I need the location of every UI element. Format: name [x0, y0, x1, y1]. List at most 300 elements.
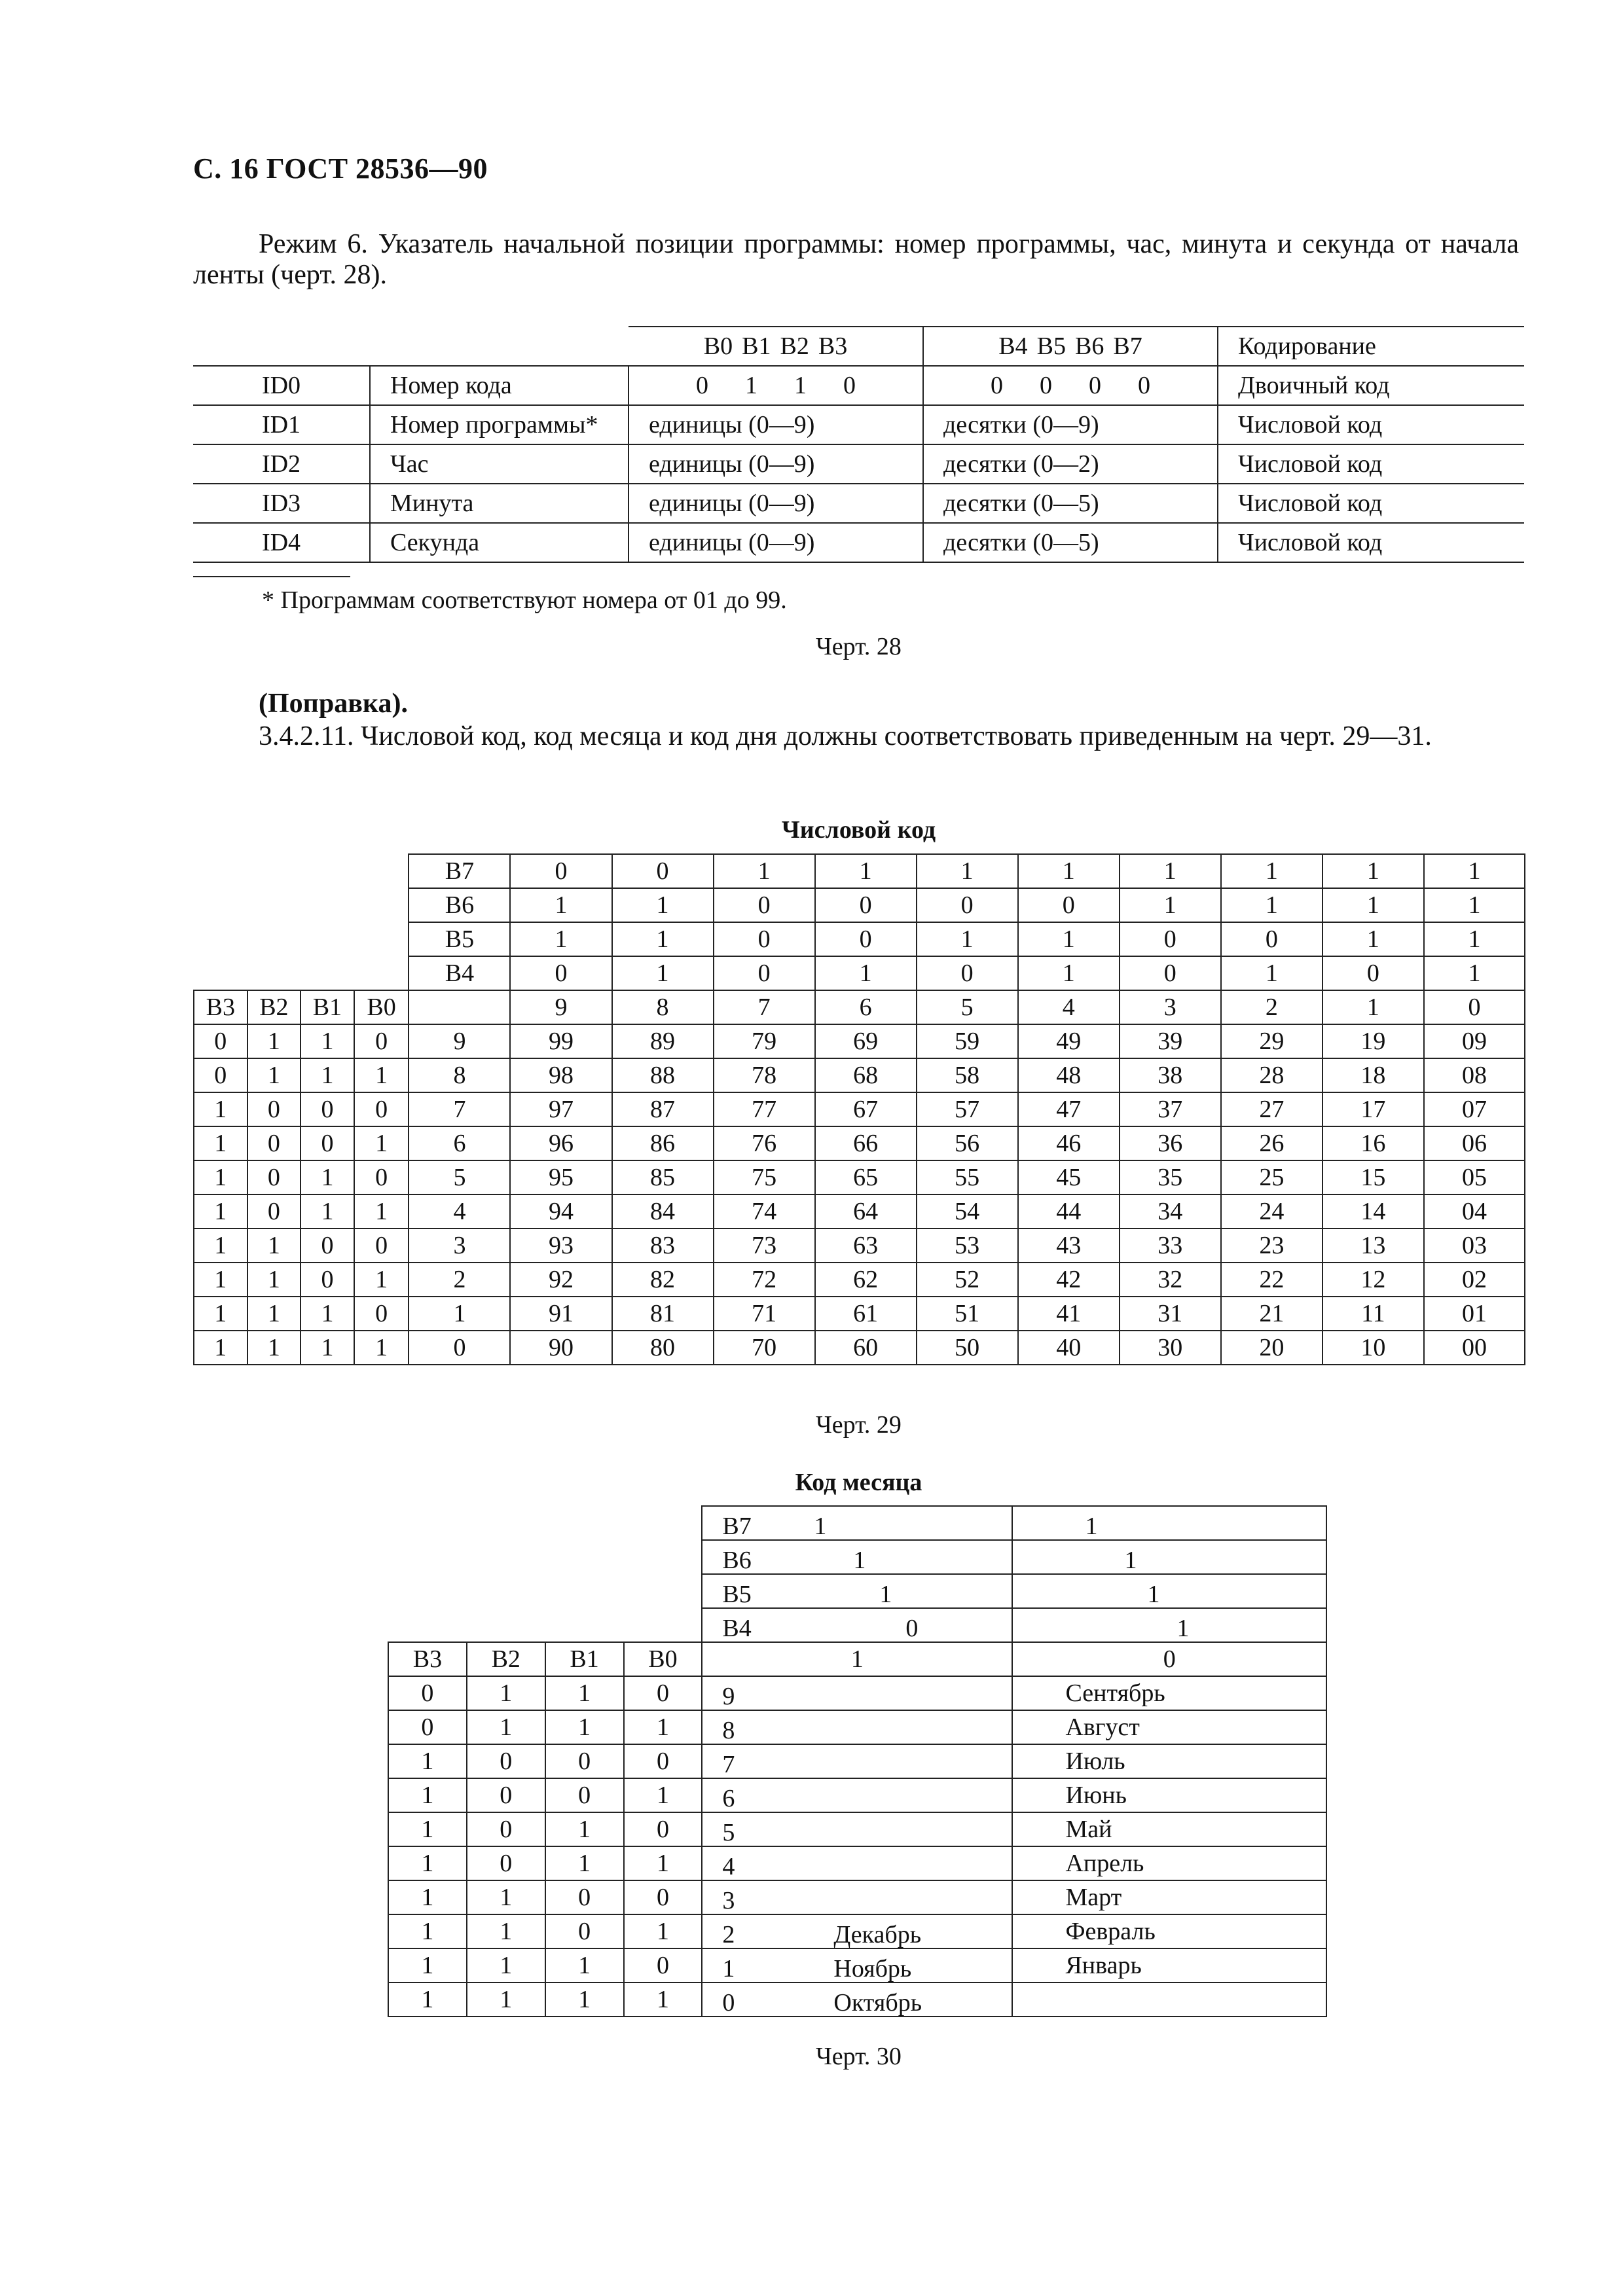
code-cell: 68 [815, 1058, 917, 1092]
bit-value: 1 [879, 1581, 892, 1608]
row-bit: 1 [194, 1126, 247, 1160]
mode6-paragraph [193, 229, 1519, 291]
table-row [194, 1058, 1525, 1092]
code-cell: 52 [917, 1263, 1018, 1297]
bit-value: 1 [917, 854, 1018, 888]
code-cell: 27 [1221, 1092, 1322, 1126]
month-code-title: Код месяца [795, 1469, 922, 1496]
code-cell: 70 [714, 1331, 815, 1365]
row-bit: 0 [354, 1160, 409, 1194]
code-cell: 46 [1018, 1126, 1120, 1160]
bit-value-cell [1012, 1608, 1326, 1642]
digit-header: 3 [1120, 990, 1221, 1024]
row-bit: 1 [467, 1982, 545, 2017]
code-cell: 45 [1018, 1160, 1120, 1194]
code-cell: 74 [714, 1194, 815, 1229]
code-cell: 10 [1322, 1331, 1424, 1365]
code-cell: 29 [1221, 1024, 1322, 1058]
row-digit: 9 [722, 1683, 735, 1710]
code-cell: 56 [917, 1126, 1018, 1160]
month-cell-1 [702, 1812, 1012, 1846]
month-name: Ноябрь [833, 1955, 912, 1982]
row-bit: 0 [388, 1710, 467, 1744]
code-cell: 21 [1221, 1297, 1322, 1331]
row-bit: 0 [301, 1229, 354, 1263]
row-bit: 0 [247, 1092, 301, 1126]
digit-header: 1 [702, 1642, 1012, 1676]
digit-header: 1 [1322, 990, 1424, 1024]
row-bit: 0 [545, 1880, 624, 1914]
code-cell: 31 [1120, 1297, 1221, 1331]
row-bit: 0 [624, 1948, 702, 1982]
code-cell: 98 [510, 1058, 611, 1092]
row-digit: 4 [722, 1853, 735, 1880]
row-bit: 1 [247, 1229, 301, 1263]
row-bit: 1 [301, 1024, 354, 1058]
row-bit: 1 [354, 1058, 409, 1092]
code-cell: 34 [1120, 1194, 1221, 1229]
bit-value: 0 [1322, 956, 1424, 990]
row-bit: 1 [301, 1194, 354, 1229]
bit-column-label: B0 [624, 1642, 702, 1676]
code-cell: 72 [714, 1263, 815, 1297]
table-row [388, 1846, 1326, 1880]
code-cell: 61 [815, 1297, 917, 1331]
row-bit: 1 [194, 1160, 247, 1194]
caption-29: Черт. 29 [816, 1411, 902, 1439]
row-digit: 5 [409, 1160, 510, 1194]
bit-value: 1 [815, 854, 917, 888]
table-row [388, 1744, 1326, 1778]
table-row [388, 1710, 1326, 1744]
code-cell: 82 [612, 1263, 714, 1297]
code-cell: 89 [612, 1024, 714, 1058]
bit-value: 1 [1221, 888, 1322, 922]
row-digit: 9 [409, 1024, 510, 1058]
code-cell: 91 [510, 1297, 611, 1331]
code-cell: 18 [1322, 1058, 1424, 1092]
bit-value: 1 [1424, 922, 1525, 956]
bit-value: 0 [815, 922, 917, 956]
row-bit: 1 [388, 1948, 467, 1982]
table-row [194, 1229, 1525, 1263]
code-cell: 33 [1120, 1229, 1221, 1263]
bit-header-row [194, 956, 1525, 990]
digit-header: 0 [1424, 990, 1525, 1024]
row-digit: 3 [722, 1887, 735, 1914]
row-digit: 8 [722, 1717, 735, 1744]
bit-header-row [388, 1574, 1326, 1608]
code-cell: 48 [1018, 1058, 1120, 1092]
bit-value: 1 [1424, 956, 1525, 990]
bit-value: 0 [612, 854, 714, 888]
row-digit: 7 [409, 1092, 510, 1126]
code-cell: 41 [1018, 1297, 1120, 1331]
table-row [194, 1160, 1525, 1194]
code-cell: 87 [612, 1092, 714, 1126]
row-bit: 1 [388, 1880, 467, 1914]
month-cell-1 [702, 1676, 1012, 1710]
footnote-rule [193, 576, 350, 577]
row-bit: 1 [354, 1263, 409, 1297]
month-cell-1 [702, 1982, 1012, 2017]
code-cell: 67 [815, 1092, 917, 1126]
code-cell: 35 [1120, 1160, 1221, 1194]
bit-value: 0 [1120, 956, 1221, 990]
code-cell: 55 [917, 1160, 1018, 1194]
table-row [388, 1812, 1326, 1846]
code-cell: 14 [1322, 1194, 1424, 1229]
code-cell: 32 [1120, 1263, 1221, 1297]
table-row [194, 1297, 1525, 1331]
table-row [388, 1948, 1326, 1982]
month-name: Июль [1012, 1744, 1326, 1778]
mode6-text: Режим 6. Указатель начальной позиции программы: номер программы, час, минута и секунда от начала ленты (черт. 28). [193, 229, 1519, 290]
row-digit: 0 [409, 1331, 510, 1365]
row-bit: 1 [247, 1024, 301, 1058]
row-bit: 1 [301, 1297, 354, 1331]
month-name [1012, 1982, 1326, 2017]
table-row: ID4 Секунда единицы (0—9) десятки (0—5) Числовой код [193, 523, 1524, 562]
month-name: Октябрь [833, 1989, 922, 2017]
code-cell: 37 [1120, 1092, 1221, 1126]
caption-30: Черт. 30 [816, 2043, 902, 2070]
table-row [194, 1126, 1525, 1160]
code-cell: 93 [510, 1229, 611, 1263]
row-bit: 1 [624, 1846, 702, 1880]
bit-value: 1 [1120, 888, 1221, 922]
table-row [388, 1914, 1326, 1948]
bit-value: 1 [1176, 1615, 1190, 1642]
row-bit: 1 [301, 1331, 354, 1365]
bit-value: 1 [1322, 922, 1424, 956]
row-bit: 1 [467, 1914, 545, 1948]
code-cell: 86 [612, 1126, 714, 1160]
code-cell: 15 [1322, 1160, 1424, 1194]
month-cell-1 [702, 1710, 1012, 1744]
code-cell: 63 [815, 1229, 917, 1263]
bit-value: 1 [815, 956, 917, 990]
code-cell: 73 [714, 1229, 815, 1263]
code-cell: 62 [815, 1263, 917, 1297]
code-cell: 84 [612, 1194, 714, 1229]
month-name: Август [1012, 1710, 1326, 1744]
bit-header-row [194, 854, 1525, 888]
bit-value: 0 [714, 956, 815, 990]
row-bit: 1 [247, 1297, 301, 1331]
code-cell: 17 [1322, 1092, 1424, 1126]
code-cell: 30 [1120, 1331, 1221, 1365]
row-bit: 1 [247, 1263, 301, 1297]
table-row [388, 1778, 1326, 1812]
code-cell: 95 [510, 1160, 611, 1194]
code-cell: 25 [1221, 1160, 1322, 1194]
row-bit: 1 [354, 1331, 409, 1365]
bit-header-cell [702, 1540, 1012, 1574]
digit-header: 7 [714, 990, 815, 1024]
code-cell: 01 [1424, 1297, 1525, 1331]
row-bit: 1 [545, 1710, 624, 1744]
code-cell: 92 [510, 1263, 611, 1297]
caption-28: Черт. 28 [816, 633, 902, 660]
row-bit: 1 [388, 1812, 467, 1846]
row-bit: 1 [388, 1846, 467, 1880]
bit-value: 1 [1018, 922, 1120, 956]
code-cell: 08 [1424, 1058, 1525, 1092]
row-bit: 1 [194, 1331, 247, 1365]
code-cell: 77 [714, 1092, 815, 1126]
row-bit: 1 [354, 1194, 409, 1229]
bit-value: 1 [612, 888, 714, 922]
bit-value: 0 [714, 888, 815, 922]
bit-label: B6 [722, 1547, 752, 1574]
row-bit: 1 [388, 1744, 467, 1778]
month-name: Март [1012, 1880, 1326, 1914]
code-cell: 00 [1424, 1331, 1525, 1365]
corner-cell [409, 990, 510, 1024]
code-cell: 09 [1424, 1024, 1525, 1058]
code-cell: 64 [815, 1194, 917, 1229]
row-bit: 0 [624, 1880, 702, 1914]
amendment: (Поправка). [259, 689, 408, 719]
bit-value: 1 [1424, 888, 1525, 922]
bit-header-cell [702, 1608, 1012, 1642]
code-cell: 59 [917, 1024, 1018, 1058]
bit-value: 1 [1221, 854, 1322, 888]
code-cell: 47 [1018, 1092, 1120, 1126]
row-bit: 0 [545, 1744, 624, 1778]
row-bit: 0 [467, 1778, 545, 1812]
row-bit: 1 [624, 1982, 702, 2017]
row-digit: 5 [722, 1819, 735, 1846]
code-cell: 50 [917, 1331, 1018, 1365]
code-cell: 54 [917, 1194, 1018, 1229]
month-cell-1 [702, 1846, 1012, 1880]
row-digit: 0 [722, 1989, 735, 2017]
code-cell: 36 [1120, 1126, 1221, 1160]
row-bit: 1 [388, 1982, 467, 2017]
row-bit: 0 [194, 1058, 247, 1092]
month-code-table [388, 1505, 1327, 2017]
table-row [194, 1092, 1525, 1126]
code-cell: 23 [1221, 1229, 1322, 1263]
table-row [388, 1676, 1326, 1710]
row-bit: 1 [467, 1948, 545, 1982]
header-coding: Кодирование [1218, 327, 1524, 366]
bit-value-cell [1012, 1506, 1326, 1540]
code-cell: 79 [714, 1024, 815, 1058]
bit-label: B5 [722, 1581, 752, 1608]
bit-column-label: B3 [194, 990, 247, 1024]
bit-column-label: B0 [354, 990, 409, 1024]
code-cell: 44 [1018, 1194, 1120, 1229]
code-cell: 26 [1221, 1126, 1322, 1160]
code-cell: 57 [917, 1092, 1018, 1126]
row-bit: 1 [467, 1676, 545, 1710]
code-cell: 12 [1322, 1263, 1424, 1297]
month-name: Июнь [1012, 1778, 1326, 1812]
column-header-row [388, 1642, 1326, 1676]
bit-value: 1 [1018, 956, 1120, 990]
table-row [194, 1194, 1525, 1229]
month-name: Январь [1012, 1948, 1326, 1982]
bit-value: 0 [1221, 922, 1322, 956]
page-header: С. 16 ГОСТ 28536—90 [193, 152, 488, 185]
row-bit: 1 [545, 1812, 624, 1846]
row-bit: 0 [247, 1160, 301, 1194]
bit-value: 1 [1221, 956, 1322, 990]
bit-header-cell [702, 1506, 1012, 1540]
bit-value: 1 [510, 888, 611, 922]
row-bit: 1 [194, 1194, 247, 1229]
code-cell: 71 [714, 1297, 815, 1331]
table-row [194, 1331, 1525, 1365]
bit-label: B4 [409, 956, 510, 990]
bit-label: B4 [722, 1615, 752, 1642]
month-name: Май [1012, 1812, 1326, 1846]
code-cell: 76 [714, 1126, 815, 1160]
bit-header-row [388, 1540, 1326, 1574]
row-bit: 0 [194, 1024, 247, 1058]
code-cell: 38 [1120, 1058, 1221, 1092]
row-bit: 1 [624, 1914, 702, 1948]
bit-label: B7 [722, 1513, 752, 1540]
month-name: Февраль [1012, 1914, 1326, 1948]
row-bit: 0 [354, 1092, 409, 1126]
digit-header: 6 [815, 990, 917, 1024]
code-cell: 96 [510, 1126, 611, 1160]
code-cell: 94 [510, 1194, 611, 1229]
row-bit: 0 [624, 1744, 702, 1778]
table-row: ID3 Минута единицы (0—9) десятки (0—5) Числовой код [193, 484, 1524, 523]
bit-value: 0 [510, 854, 611, 888]
code-cell: 28 [1221, 1058, 1322, 1092]
code-cell: 88 [612, 1058, 714, 1092]
digit-header: 4 [1018, 990, 1120, 1024]
row-bit: 1 [545, 1948, 624, 1982]
bit-header-row [388, 1506, 1326, 1540]
row-bit: 0 [467, 1812, 545, 1846]
table-header-row [193, 327, 1524, 366]
bit-value: 1 [714, 854, 815, 888]
bit-header-row [194, 888, 1525, 922]
month-cell-1 [702, 1948, 1012, 1982]
code-cell: 81 [612, 1297, 714, 1331]
row-bit: 1 [624, 1778, 702, 1812]
bit-value: 1 [1322, 854, 1424, 888]
row-digit: 8 [409, 1058, 510, 1092]
bit-value: 1 [612, 956, 714, 990]
bit-label: B7 [409, 854, 510, 888]
bit-value: 0 [815, 888, 917, 922]
clause-paragraph: 3.4.2.11. Числовой код, код месяца и код дня должны соответствовать приведенным на черт. 29—31. [259, 721, 1432, 751]
row-bit: 0 [301, 1092, 354, 1126]
code-cell: 11 [1322, 1297, 1424, 1331]
bit-value: 0 [510, 956, 611, 990]
program-position-table [193, 326, 1524, 563]
table-row: ID0 Номер кода 0 1 1 0 0 0 0 0 Двоичный код [193, 366, 1524, 405]
bit-value: 0 [714, 922, 815, 956]
table-row: ID2 Час единицы (0—9) десятки (0—2) Числовой код [193, 444, 1524, 484]
row-bit: 1 [388, 1778, 467, 1812]
bit-header-cell [702, 1574, 1012, 1608]
bit-column-label: B3 [388, 1642, 467, 1676]
row-bit: 1 [194, 1229, 247, 1263]
code-cell: 24 [1221, 1194, 1322, 1229]
bit-value: 0 [917, 956, 1018, 990]
row-bit: 1 [545, 1846, 624, 1880]
month-cell-1 [702, 1914, 1012, 1948]
row-digit: 2 [722, 1921, 735, 1948]
row-bit: 0 [354, 1297, 409, 1331]
row-bit: 0 [301, 1263, 354, 1297]
code-cell: 19 [1322, 1024, 1424, 1058]
code-cell: 83 [612, 1229, 714, 1263]
code-cell: 53 [917, 1229, 1018, 1263]
code-cell: 16 [1322, 1126, 1424, 1160]
month-cell-1 [702, 1880, 1012, 1914]
row-bit: 1 [301, 1058, 354, 1092]
row-bit: 0 [354, 1229, 409, 1263]
table-row [194, 1024, 1525, 1058]
header-bits-b: B4 B5 B6 B7 [923, 327, 1218, 366]
code-cell: 75 [714, 1160, 815, 1194]
digit-header: 0 [1012, 1642, 1326, 1676]
row-bit: 1 [194, 1092, 247, 1126]
row-bit: 0 [467, 1744, 545, 1778]
code-cell: 03 [1424, 1229, 1525, 1263]
bit-value: 1 [814, 1513, 827, 1540]
code-cell: 60 [815, 1331, 917, 1365]
digit-header: 5 [917, 990, 1018, 1024]
bit-value: 1 [1124, 1547, 1137, 1574]
digit-header: 2 [1221, 990, 1322, 1024]
code-cell: 65 [815, 1160, 917, 1194]
table-row [388, 1880, 1326, 1914]
numeric-code-title: Числовой код [781, 816, 936, 844]
row-bit: 1 [247, 1331, 301, 1365]
code-cell: 49 [1018, 1024, 1120, 1058]
code-cell: 06 [1424, 1126, 1525, 1160]
code-cell: 90 [510, 1331, 611, 1365]
column-header-row [194, 990, 1525, 1024]
row-digit: 2 [409, 1263, 510, 1297]
code-cell: 97 [510, 1092, 611, 1126]
bit-value: 1 [1424, 854, 1525, 888]
row-bit: 0 [624, 1676, 702, 1710]
row-bit: 1 [194, 1263, 247, 1297]
code-cell: 58 [917, 1058, 1018, 1092]
row-bit: 1 [354, 1126, 409, 1160]
code-cell: 22 [1221, 1263, 1322, 1297]
bit-value: 1 [917, 922, 1018, 956]
numeric-code-table [193, 853, 1525, 1365]
row-bit: 0 [624, 1812, 702, 1846]
bit-value: 1 [1322, 888, 1424, 922]
row-bit: 1 [545, 1982, 624, 2017]
bit-value: 0 [1120, 922, 1221, 956]
bit-value-cell [1012, 1574, 1326, 1608]
bit-value: 1 [1120, 854, 1221, 888]
month-cell-1 [702, 1744, 1012, 1778]
code-cell: 42 [1018, 1263, 1120, 1297]
row-bit: 0 [545, 1914, 624, 1948]
month-name: Декабрь [833, 1921, 922, 1948]
table-row [388, 1982, 1326, 2017]
bit-value: 0 [1018, 888, 1120, 922]
footnote: * Программам соответствуют номера от 01 до 99. [262, 586, 787, 614]
bit-value: 1 [612, 922, 714, 956]
